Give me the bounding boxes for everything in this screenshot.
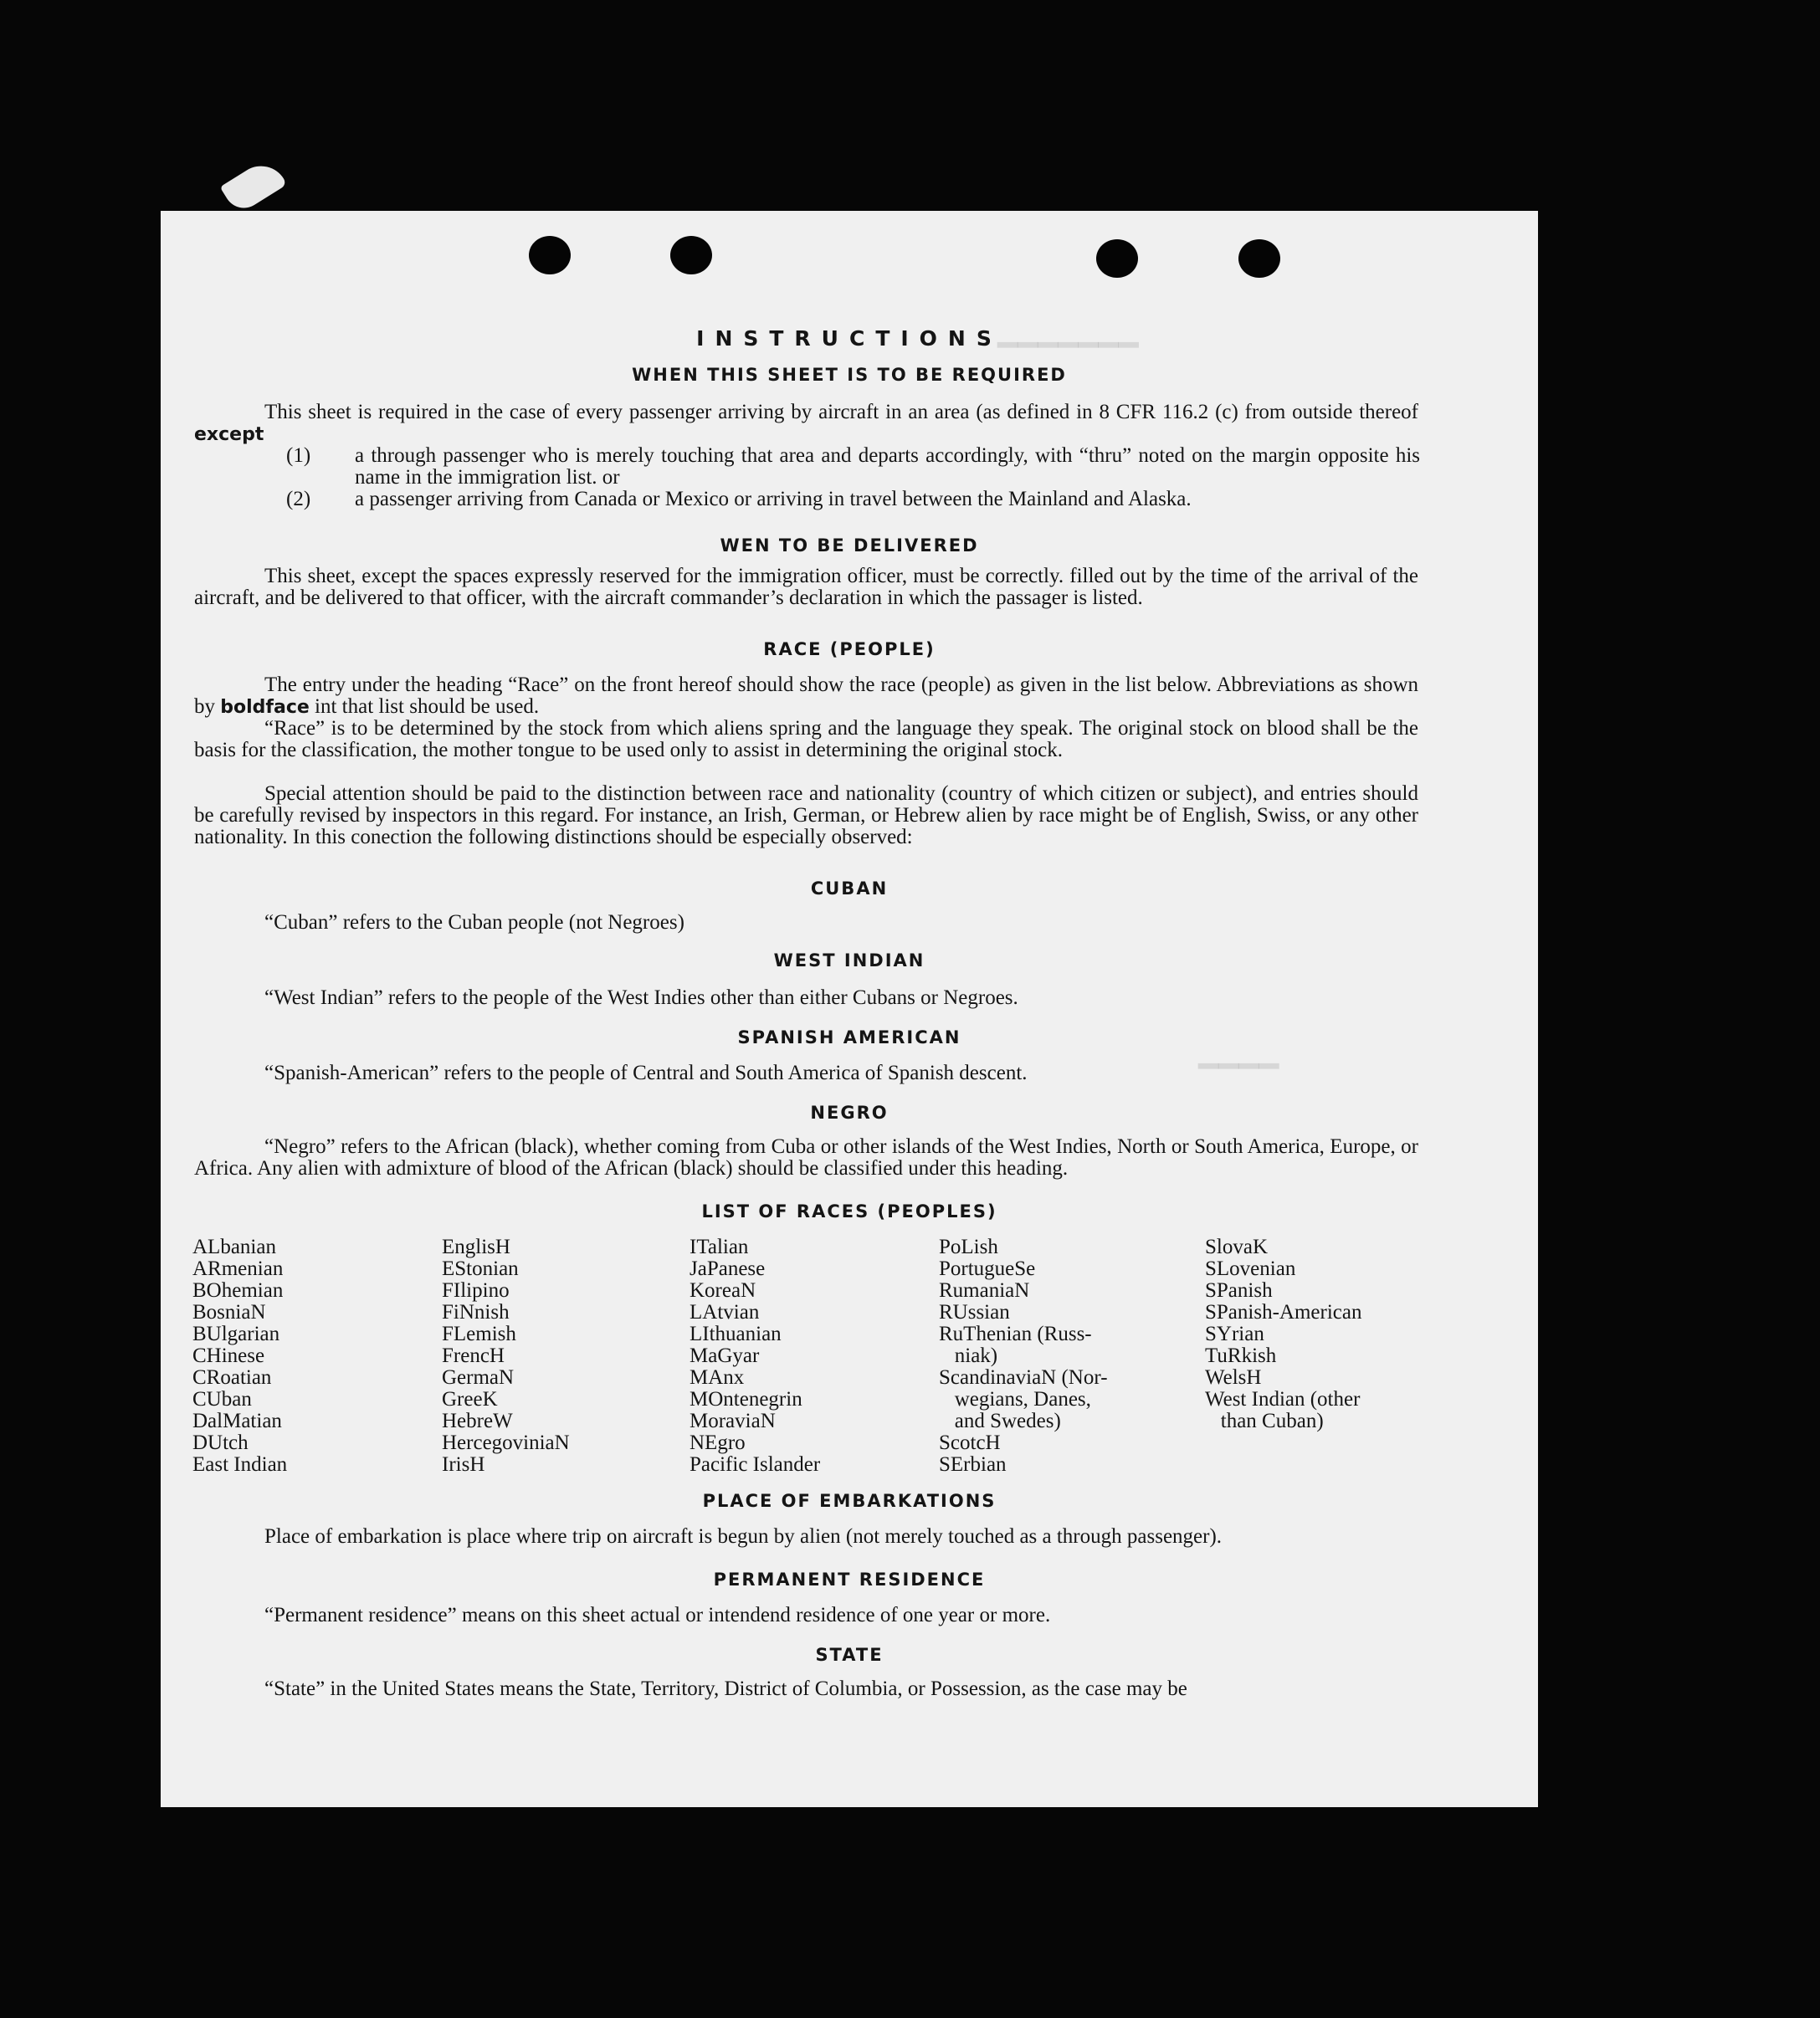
paper-scrap xyxy=(220,156,288,215)
race-entry: CRoatian xyxy=(192,1366,272,1389)
race-entry: RuThenian (Russ- xyxy=(939,1323,1092,1345)
race-paragraph-1 xyxy=(194,674,1418,719)
race-entry: MOntenegrin xyxy=(690,1388,802,1411)
race-entry: FLemish xyxy=(442,1323,516,1345)
race-entry: CHinese xyxy=(192,1344,265,1367)
exception-number: (1) xyxy=(286,444,311,467)
punch-hole xyxy=(670,236,712,274)
punch-hole xyxy=(529,236,571,274)
exception-text: a through passenger who is merely touching that area and departs accordingly, with “thru” noted on the margin opposite his name in the immigration list. or xyxy=(355,444,1420,489)
race-entry: EStonian xyxy=(442,1257,519,1280)
race-paragraph-3: Special attention should be paid to the distinction between race and nationality (country of which citizen or subject), and entries should be carefully revised by inspectors in this regard. For instance, an Irish, German, or Hebrew alien by race might be of English, Swiss, or any other nationality. In this conection the following distinctions should be especially observed: xyxy=(194,782,1418,848)
place-of-embarkation-heading: PLACE OF EMBARKATIONS xyxy=(702,1491,997,1511)
exception-number: (2) xyxy=(286,488,311,510)
when-delivered-heading: WEN TO BE DELIVERED xyxy=(720,535,979,556)
west-indian-heading: WEST INDIAN xyxy=(773,950,925,971)
spanish-american-text: “Spanish-American” refers to the people of Central and South America of Spanish descent. xyxy=(264,1062,1028,1084)
race-entry: wegians, Danes, xyxy=(939,1388,1091,1411)
negro-text: “Negro” refers to the African (black), whether coming from Cuba or other islands of the West Indies, North or South America, Europe, or Africa. Any alien with admixture of blood of the African (black) should be classified under this heading. xyxy=(194,1135,1418,1180)
race-entry: MaGyar xyxy=(690,1344,760,1367)
race-entry: SLovenian xyxy=(1205,1257,1296,1280)
race-entry: IrisH xyxy=(442,1453,485,1476)
exception-item xyxy=(286,445,1420,489)
races-list xyxy=(192,1236,1423,1476)
race-entry: FrencH xyxy=(442,1344,505,1367)
race-entry: GreeK xyxy=(442,1388,498,1411)
races-column xyxy=(690,1237,820,1476)
race-entry: FIlipino xyxy=(442,1279,510,1302)
races-column xyxy=(442,1237,570,1476)
race-entry: HercegoviniaN xyxy=(442,1432,570,1454)
bleed-through-marks: ━━━━━━━ xyxy=(997,326,1139,365)
punch-hole xyxy=(1096,239,1138,278)
permanent-residence-text: “Permanent residence” means on this sheet actual or intendend residence of one year or more. xyxy=(264,1604,1051,1626)
race-entry: KoreaN xyxy=(690,1279,756,1302)
title-heading: INSTRUCTIONS xyxy=(696,326,1002,351)
except-word: except xyxy=(194,424,264,445)
race-entry: BosniaN xyxy=(192,1301,266,1324)
race-entry: FiNnish xyxy=(442,1301,510,1324)
list-of-races-heading: LIST OF RACES (PEOPLES) xyxy=(701,1201,997,1222)
race-entry: ARmenian xyxy=(192,1257,284,1280)
state-text: “State” in the United States means the State, Territory, District of Columbia, or Possession, as the case may be xyxy=(264,1677,1187,1700)
race-entry: ALbanian xyxy=(192,1236,276,1258)
race-entry: LAtvian xyxy=(690,1301,760,1324)
race-entry: TuRkish xyxy=(1205,1344,1277,1367)
race-entry: and Swedes) xyxy=(939,1410,1061,1432)
bleed-through-marks: ━━━━ xyxy=(1198,1047,1279,1086)
races-column xyxy=(192,1237,287,1476)
race-p1-text: The entry under the heading “Race” on the front hereof should show the race (people) as given in the list below. Abbreviations as shown by xyxy=(194,674,1418,718)
race-entry: DalMatian xyxy=(192,1410,282,1432)
race-entry: GermaN xyxy=(442,1366,515,1389)
race-entry: ITalian xyxy=(690,1236,749,1258)
race-entry: West Indian (other xyxy=(1205,1388,1361,1411)
race-entry: RUssian xyxy=(939,1301,1010,1324)
when-delivered-text: This sheet, except the spaces expressly reserved for the immigration officer, must be correctly. filled out by the time of the arrival of the aircraft, and be delivered to that officer, with the aircraft commander’s declaration in which the passager is listed. xyxy=(194,565,1418,609)
permanent-residence-heading: PERMANENT RESIDENCE xyxy=(713,1570,986,1590)
race-entry: HebreW xyxy=(442,1410,513,1432)
race-paragraph-2: “Race” is to be determined by the stock from which aliens spring and the language they speak. The original stock on blood shall be the basis for the classification, the mother tongue to be used only to assist in determining the original stock. xyxy=(194,717,1418,761)
negro-heading: NEGRO xyxy=(810,1103,889,1123)
race-entry: niak) xyxy=(939,1344,998,1367)
race-entry: Pacific Islander xyxy=(690,1453,821,1476)
place-of-embarkation-text: Place of embarkation is place where trip on aircraft is begun by alien (not merely touched as a through passenger). xyxy=(264,1525,1223,1548)
west-indian-text: “West Indian” refers to the people of the West Indies other than either Cubans or Negroes. xyxy=(264,986,1018,1009)
spanish-american-heading: SPANISH AMERICAN xyxy=(737,1027,961,1047)
race-entry: JaPanese xyxy=(690,1257,766,1280)
race-entry: SlovaK xyxy=(1205,1236,1268,1258)
race-entry: EnglisH xyxy=(442,1236,510,1258)
race-entry: LIthuanian xyxy=(690,1323,782,1345)
boldface-word: boldface xyxy=(220,697,310,718)
race-heading: RACE (PEOPLE) xyxy=(763,639,936,659)
race-entry: SYrian xyxy=(1205,1323,1264,1345)
exception-text: a passenger arriving from Canada or Mexico or arriving in travel between the Mainland and Alaska. xyxy=(355,488,1192,510)
cuban-heading: CUBAN xyxy=(810,878,889,899)
race-entry: SPanish xyxy=(1205,1279,1273,1302)
race-entry: PortugueSe xyxy=(939,1257,1036,1280)
race-entry: SPanish-American xyxy=(1205,1301,1362,1324)
races-column xyxy=(1205,1237,1361,1432)
intro-text: This sheet is required in the case of every passenger arriving by aircraft in an area (as defined in 8 CFR 116.2 (c) from outside thereof xyxy=(264,401,1418,423)
race-entry: WelsH xyxy=(1205,1366,1262,1389)
when-required-intro xyxy=(194,402,1418,446)
race-entry: NEgro xyxy=(690,1432,746,1454)
cuban-text: “Cuban” refers to the Cuban people (not Negroes) xyxy=(264,911,684,934)
when-required-heading: WHEN THIS SHEET IS TO BE REQUIRED xyxy=(632,365,1067,385)
race-entry: RumaniaN xyxy=(939,1279,1030,1302)
race-entry: ScotcH xyxy=(939,1432,1001,1454)
race-entry: PoLish xyxy=(939,1236,998,1258)
punch-hole xyxy=(1238,239,1280,278)
instruction-sheet xyxy=(161,211,1538,1807)
race-entry: SErbian xyxy=(939,1453,1007,1476)
race-entry: DUtch xyxy=(192,1432,249,1454)
races-column xyxy=(939,1237,1108,1476)
race-entry: CUban xyxy=(192,1388,252,1411)
state-heading: STATE xyxy=(815,1645,884,1665)
race-entry: MAnx xyxy=(690,1366,745,1389)
race-entry: BUlgarian xyxy=(192,1323,280,1345)
race-p1-text-end: int that list should be used. xyxy=(315,695,540,718)
race-entry: BOhemian xyxy=(192,1279,284,1302)
exception-item xyxy=(286,489,1420,510)
race-entry: MoraviaN xyxy=(690,1410,776,1432)
race-entry: than Cuban) xyxy=(1205,1410,1324,1432)
race-entry: East Indian xyxy=(192,1453,288,1476)
race-entry: ScandinaviaN (Nor- xyxy=(939,1366,1108,1389)
